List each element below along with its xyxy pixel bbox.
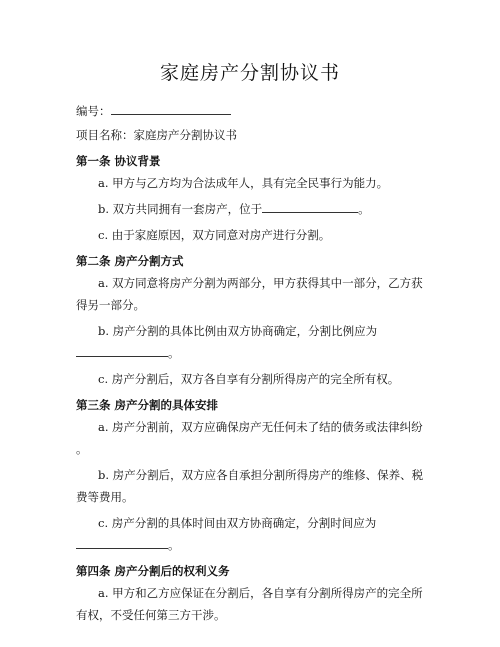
period: 。 [168, 538, 180, 552]
meta-block [76, 100, 424, 148]
code-blank[interactable] [111, 102, 231, 115]
period: 。 [358, 202, 370, 216]
ratio-blank[interactable] [76, 344, 168, 357]
time-blank[interactable] [76, 536, 168, 549]
section-1-para-a: a. 甲方与乙方均为合法成年人，具有完全民事行为能力。 [98, 176, 389, 190]
section-2-para-a: a. 双方同意将房产分割为两部分，甲方获得其中一部分，乙方获得另一部分。 [76, 276, 423, 312]
section-3-para-b: b. 房产分割后，双方应各自承担分割所得房产的维修、保养、税费等费用。 [76, 468, 424, 504]
section-2-para-c: c. 房产分割后，双方各自享有分割所得房产的完全所有权。 [98, 372, 400, 386]
code-label: 编号： [76, 104, 111, 118]
period-line [76, 438, 424, 460]
document-title: 家庭房产分割协议书 [159, 62, 340, 84]
period: 。 [168, 346, 180, 360]
time-line [76, 534, 424, 556]
section-3-para-a: a. 房产分割前，双方应确保房产无任何未了结的债务或法律纠纷 [98, 420, 423, 434]
section-2-para-b: b. 房产分割的具体比例由双方协商确定，分割比例应为 [98, 324, 378, 338]
section-2-heading: 第二条 房产分割方式 [76, 254, 184, 268]
section-1-para-c: c. 由于家庭原因，双方同意对房产进行分割。 [98, 228, 331, 242]
section-3-para-c: c. 房产分割的具体时间由双方协商确定，分割时间应为 [98, 516, 377, 530]
project-label: 项目名称： [76, 128, 134, 142]
ratio-line [76, 342, 424, 364]
section-1-para-b [76, 198, 424, 220]
section-4-para-a: a. 甲方和乙方应保证在分割后，各自享有分割所得房产的完全所有权，不受任何第三方干涉。 [76, 586, 423, 622]
location-blank[interactable] [262, 200, 358, 213]
code-line [76, 100, 424, 124]
project-line [76, 124, 424, 148]
section-1-heading: 第一条 协议背景 [76, 154, 161, 168]
project-name: 家庭房产分割协议书 [133, 128, 237, 142]
section-1-para-b-text: b. 双方共同拥有一套房产，位于 [98, 202, 263, 216]
period: 。 [76, 442, 88, 456]
section-3-heading: 第三条 房产分割的具体安排 [76, 398, 219, 412]
section-4-heading: 第四条 房产分割后的权利义务 [76, 564, 230, 578]
